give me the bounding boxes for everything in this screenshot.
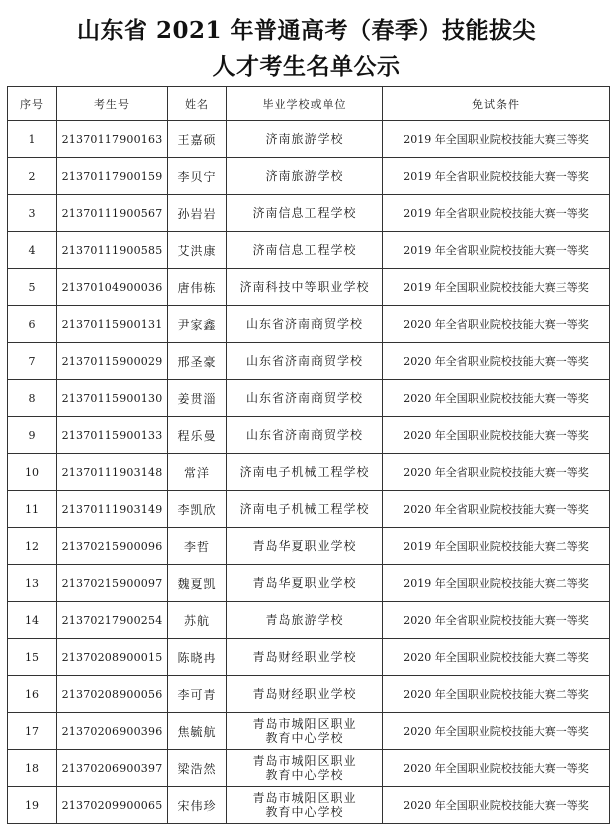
school-line: 青岛财经职业学校	[252, 650, 357, 664]
table-row	[8, 565, 610, 602]
school-line: 山东省济南商贸学校	[245, 428, 363, 442]
school-line: 青岛市城阳区职业	[252, 717, 357, 731]
cell-seq: 15	[8, 639, 57, 676]
school-line: 济南旅游学校	[265, 169, 344, 183]
cell-condition: 2020 年全省职业院校技能大赛一等奖	[383, 454, 610, 491]
table-row	[8, 232, 610, 269]
school-line: 济南电子机械工程学校	[239, 465, 370, 479]
cell-name: 王嘉硕	[168, 121, 227, 158]
cell-condition: 2020 年全国职业院校技能大赛一等奖	[383, 380, 610, 417]
cell-exam-no: 21370111903149	[57, 491, 168, 528]
school-line: 青岛市城阳区职业	[252, 791, 357, 805]
table-row	[8, 195, 610, 232]
table-row	[8, 269, 610, 306]
cell-exam-no: 21370111903148	[57, 454, 168, 491]
cell-seq: 16	[8, 676, 57, 713]
school-line: 青岛华夏职业学校	[252, 539, 357, 553]
cell-name: 李可青	[168, 676, 227, 713]
school-line: 济南电子机械工程学校	[239, 502, 370, 516]
cell-condition: 2020 年全国职业院校技能大赛一等奖	[383, 787, 610, 824]
cell-condition: 2020 年全省职业院校技能大赛一等奖	[383, 602, 610, 639]
cell-school	[227, 232, 383, 269]
cell-school	[227, 787, 383, 824]
table-row	[8, 380, 610, 417]
header-seq: 序号	[8, 87, 57, 121]
cell-school	[227, 380, 383, 417]
header-name: 姓名	[168, 87, 227, 121]
cell-exam-no: 21370217900254	[57, 602, 168, 639]
school-line: 青岛旅游学校	[265, 613, 344, 627]
cell-school	[227, 269, 383, 306]
cell-seq: 13	[8, 565, 57, 602]
school-line: 山东省济南商贸学校	[245, 391, 363, 405]
table-row	[8, 528, 610, 565]
cell-condition: 2019 年全国职业院校技能大赛三等奖	[383, 269, 610, 306]
cell-exam-no: 21370111900567	[57, 195, 168, 232]
cell-school	[227, 602, 383, 639]
cell-name: 李凯欣	[168, 491, 227, 528]
cell-condition: 2020 年全国职业院校技能大赛一等奖	[383, 417, 610, 454]
cell-school	[227, 639, 383, 676]
table-row	[8, 676, 610, 713]
cell-name: 程乐曼	[168, 417, 227, 454]
cell-seq: 19	[8, 787, 57, 824]
cell-exam-no: 21370206900396	[57, 713, 168, 750]
cell-seq: 10	[8, 454, 57, 491]
cell-name: 姜贯淄	[168, 380, 227, 417]
cell-exam-no: 21370215900096	[57, 528, 168, 565]
cell-school	[227, 713, 383, 750]
table-row	[8, 343, 610, 380]
cell-exam-no: 21370115900133	[57, 417, 168, 454]
cell-name: 焦毓航	[168, 713, 227, 750]
cell-name: 李哲	[168, 528, 227, 565]
cell-condition: 2020 年全省职业院校技能大赛一等奖	[383, 491, 610, 528]
cell-school	[227, 306, 383, 343]
cell-condition: 2019 年全国职业院校技能大赛二等奖	[383, 565, 610, 602]
cell-school	[227, 343, 383, 380]
cell-name: 李贝宁	[168, 158, 227, 195]
cell-seq: 4	[8, 232, 57, 269]
school-line: 济南信息工程学校	[252, 243, 357, 257]
cell-condition: 2020 年全国职业院校技能大赛二等奖	[383, 676, 610, 713]
cell-seq: 1	[8, 121, 57, 158]
cell-name: 艾洪康	[168, 232, 227, 269]
table-row	[8, 491, 610, 528]
cell-name: 宋伟珍	[168, 787, 227, 824]
cell-condition: 2020 年全国职业院校技能大赛一等奖	[383, 750, 610, 787]
cell-exam-no: 21370208900015	[57, 639, 168, 676]
cell-name: 陈晓冉	[168, 639, 227, 676]
cell-exam-no: 21370115900029	[57, 343, 168, 380]
cell-seq: 8	[8, 380, 57, 417]
cell-name: 常洋	[168, 454, 227, 491]
cell-name: 苏航	[168, 602, 227, 639]
cell-condition: 2019 年全省职业院校技能大赛一等奖	[383, 158, 610, 195]
table-row	[8, 121, 610, 158]
school-line: 山东省济南商贸学校	[245, 317, 363, 331]
cell-seq: 6	[8, 306, 57, 343]
cell-seq: 3	[8, 195, 57, 232]
cell-seq: 9	[8, 417, 57, 454]
cell-school	[227, 195, 383, 232]
table-row	[8, 787, 610, 824]
document-title-line2: 人才考生名单公示	[212, 53, 401, 80]
cell-exam-no: 21370104900036	[57, 269, 168, 306]
cell-name: 邢圣豪	[168, 343, 227, 380]
table-row	[8, 306, 610, 343]
table-row	[8, 417, 610, 454]
cell-exam-no: 21370209900065	[57, 787, 168, 824]
school-line: 济南信息工程学校	[252, 206, 357, 220]
school-line: 济南旅游学校	[265, 132, 344, 146]
cell-seq: 12	[8, 528, 57, 565]
cell-exam-no: 21370208900056	[57, 676, 168, 713]
school-line: 教育中心学校	[265, 768, 344, 782]
cell-seq: 2	[8, 158, 57, 195]
school-line: 青岛财经职业学校	[252, 687, 357, 701]
cell-condition: 2020 年全国职业院校技能大赛一等奖	[383, 713, 610, 750]
candidate-table	[7, 86, 610, 824]
school-line: 教育中心学校	[265, 805, 344, 819]
cell-condition: 2019 年全省职业院校技能大赛一等奖	[383, 195, 610, 232]
cell-school	[227, 454, 383, 491]
table-row	[8, 750, 610, 787]
cell-exam-no: 21370215900097	[57, 565, 168, 602]
cell-exam-no: 21370206900397	[57, 750, 168, 787]
cell-seq: 5	[8, 269, 57, 306]
table-header-row	[8, 87, 610, 121]
cell-school	[227, 121, 383, 158]
cell-exam-no: 21370115900130	[57, 380, 168, 417]
cell-seq: 11	[8, 491, 57, 528]
cell-condition: 2019 年全省职业院校技能大赛一等奖	[383, 232, 610, 269]
cell-name: 尹家鑫	[168, 306, 227, 343]
cell-school	[227, 158, 383, 195]
cell-name: 魏夏凯	[168, 565, 227, 602]
table-row	[8, 158, 610, 195]
cell-name: 唐伟栋	[168, 269, 227, 306]
table-body	[8, 121, 610, 824]
cell-school	[227, 417, 383, 454]
cell-seq: 14	[8, 602, 57, 639]
school-line: 济南科技中等职业学校	[239, 280, 370, 294]
cell-school	[227, 491, 383, 528]
cell-condition: 2019 年全国职业院校技能大赛三等奖	[383, 121, 610, 158]
cell-seq: 18	[8, 750, 57, 787]
cell-name: 孙岩岩	[168, 195, 227, 232]
cell-exam-no: 21370115900131	[57, 306, 168, 343]
table-row	[8, 454, 610, 491]
cell-seq: 17	[8, 713, 57, 750]
table-row	[8, 602, 610, 639]
header-exam-no: 考生号	[57, 87, 168, 121]
school-line: 青岛华夏职业学校	[252, 576, 357, 590]
school-line: 青岛市城阳区职业	[252, 754, 357, 768]
cell-condition: 2020 年全省职业院校技能大赛一等奖	[383, 343, 610, 380]
school-line: 山东省济南商贸学校	[245, 354, 363, 368]
cell-name: 梁浩然	[168, 750, 227, 787]
cell-school	[227, 528, 383, 565]
cell-school	[227, 750, 383, 787]
cell-exam-no: 21370117900159	[57, 158, 168, 195]
school-line: 教育中心学校	[265, 731, 344, 745]
table-row	[8, 713, 610, 750]
cell-seq: 7	[8, 343, 57, 380]
document-title-line1: 山东省 2021 年普通高考（春季）技能拔尖	[76, 17, 537, 44]
cell-exam-no: 21370117900163	[57, 121, 168, 158]
table-row	[8, 639, 610, 676]
cell-condition: 2020 年全国职业院校技能大赛二等奖	[383, 639, 610, 676]
header-condition: 免试条件	[383, 87, 610, 121]
cell-exam-no: 21370111900585	[57, 232, 168, 269]
cell-condition: 2019 年全国职业院校技能大赛二等奖	[383, 528, 610, 565]
cell-condition: 2020 年全省职业院校技能大赛一等奖	[383, 306, 610, 343]
cell-school	[227, 565, 383, 602]
header-school: 毕业学校或单位	[227, 87, 383, 121]
cell-school	[227, 676, 383, 713]
